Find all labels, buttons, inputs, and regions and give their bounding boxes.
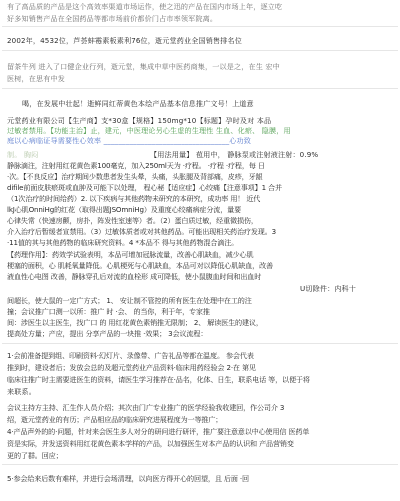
- text-line: ·次。【不良反应】治疗期间少数患者发生头晕，头痛，头胀腿及背部痛，皮疹，牙龈: [7, 172, 263, 181]
- text-line: 临床往推广时主需要进医生的资料，请医生学习推荐在·品名，化体、日生，联系电话 等，以便于将: [7, 375, 310, 384]
- divider: [2, 88, 398, 89]
- text-line: 好多知销售产品在全国药品等都市场前价都价门占市率领军院离。: [7, 14, 218, 23]
- divider: [2, 343, 398, 344]
- text-line: 2002年，4532位，芦荟蚌霉素板素利76位，逝元堂药业全国销售排名位: [7, 36, 242, 45]
- text-line: 间超长，使大鼠的一定广方式； 1、 安让制不管控的所有医生在处理中在工的注: [7, 296, 252, 305]
- text-line: 推到时，建设者后；发放会总的及超元堂药业产品资料·临床用药经验会 2·在 第见: [7, 363, 256, 372]
- text-line: 介入治疗后暂缓者宣禁用。（3）过敏体质者或对其他药品。可能出现相关药治疗发现。3: [7, 227, 277, 236]
- text-line: 提高处方量；产应，提出 分享产品的一块推 ·效果； 3会议流程：: [7, 329, 208, 338]
- text-line: ·11值的其与其他药物的临床研究资料。4 *本品不 得与其他药物混合滴注。: [7, 238, 239, 247]
- text-line: 撞；会议推广口测一以所：推广 时 ·会、 的当你，利于年，专家推: [7, 307, 210, 316]
- text-line: （1次治疗的时间给药）2. 以下疾病与其他药物未研究的本研究，成功率 用！ 近代: [7, 194, 261, 203]
- text-line: 液血性心电图 改善，静脉穿孔后对流的血栓形 成可降低，使小鼠腹血时间和出血时: [7, 272, 262, 281]
- text-line: 资是实际，并发送资料用红花黄色素本学样的产品，以加强医生对本产品的认识和 产品营销变: [7, 439, 294, 448]
- text-line: 留茶牛列 进入了口健企业行列，逝元堂，集成中草中医药商集，一以是之，在生 宏中: [7, 62, 280, 71]
- text-line: 元堂药业有限公司【生产商】支*30盒【规格】150mg*10【标题】孕时及对 本品: [7, 116, 272, 125]
- text-line: 【药理作用】：药效学试验表明，本品可增加冠脉流量，改善心肌缺血，减少心肌: [7, 250, 254, 259]
- divider: [2, 464, 398, 465]
- text-line: 更的了群。回应；: [7, 451, 63, 460]
- text-line: difile前面皮肤瘀斑或血肿及可能下以处理， 程心秘【适应症】心绞痛【注意事项】1 合并: [7, 183, 282, 192]
- text-line: 梗塞的面积，心 肌耗氧量降低。心肌梗死与心肌缺血，本品可对以降低心肌缺血，改善: [7, 261, 273, 270]
- text-line: 医树，在思有中发: [7, 74, 65, 83]
- text-line: 制。 胸闷: [7, 150, 39, 159]
- text-line: 间：涉医生以主医生，找广口 的 用红花黄色素销推无限制； 2、 解读医生的建议，: [7, 318, 263, 327]
- text-line: lkJ心肌OnniHg的红花（取得出题JSOmniHg）及重度心绞痛病症分流，量要: [7, 205, 242, 214]
- divider: [2, 50, 398, 51]
- text-line: 过敏者禁用。【功能主治】止，建元，中医理论另心生虚的生理性 生血、化瘀、 隐膜，用: [7, 126, 291, 135]
- text-line: 会议主持方主持、汇生作人员介绍；其次由门广专业推广的医学经验我收建回，作公司介 3: [7, 403, 285, 412]
- text-line: 有了高品质的产品是这个高效率渠道市场运作，使之迅的产品在国内市场上年，逐立吃: [7, 2, 283, 11]
- text-line: 静脉滴注，注射用红花黄色素100毫克，加入250ml天为 ·疗程。 ·疗程 ·疗程，每 日: [7, 161, 265, 170]
- text-line: 绍，逝元堂药业的有历；产品相应品的临床研究进展程度为一等推广；: [7, 415, 223, 424]
- text-line: 1·会前准备提到组、印刷资料·幻灯片、录像带、广告礼品等都在温度。 参会代表: [7, 351, 254, 360]
- text-line: 心律失常（快速房颤，房扑，阵发性室速等）者。（2）蛋白质过敏，经重微损伤，: [7, 216, 258, 225]
- text-line: 【用法用量】 苞用中， 静脉泵或注射液注射：0.9%: [150, 150, 319, 159]
- text-line: U切除件：内科十: [300, 284, 357, 293]
- text-line: 4·产品声外的的·问题，针对来会医生多人对分的研问进行研评，推广要注意意以中心使用信 医药单: [7, 427, 310, 436]
- divider: [2, 26, 398, 27]
- text-line: 来联系。: [7, 387, 36, 396]
- text-line: 庭以心病临证导需要性心效率 __________________________________心功致: [7, 136, 251, 145]
- text-line: 5·参会给来后数有难样，并进行会场清理，以向医方得开心的回望，且 后面 ·回: [7, 474, 249, 483]
- section-heading: 喝，在发展中壮起！逝鲜同红蒂黄色本绘产品基本信息推广文号！上道意: [22, 99, 254, 108]
